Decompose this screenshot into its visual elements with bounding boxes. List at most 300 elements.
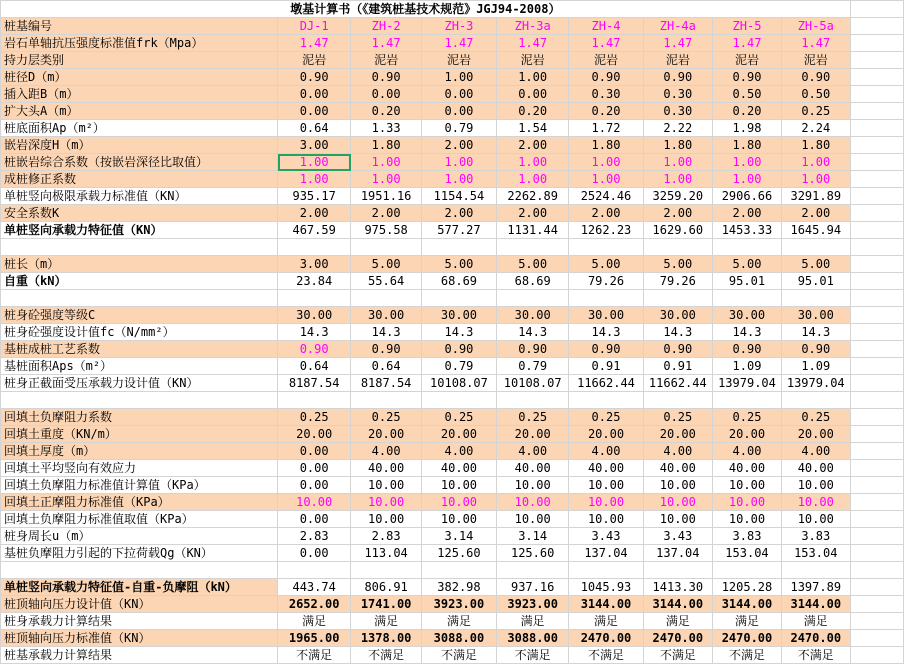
value-cell[interactable]: 1205.28: [713, 579, 782, 596]
value-cell[interactable]: 40.00: [422, 460, 497, 477]
value-cell[interactable]: 1.72: [569, 120, 643, 137]
value-cell[interactable]: 3088.00: [496, 630, 569, 647]
value-cell[interactable]: 不满足: [781, 647, 850, 664]
value-cell[interactable]: 153.04: [713, 545, 782, 562]
value-cell[interactable]: 满足: [351, 613, 422, 630]
value-cell[interactable]: 137.04: [643, 545, 713, 562]
value-cell[interactable]: 40.00: [351, 460, 422, 477]
value-cell[interactable]: 5.00: [781, 256, 850, 273]
row-label[interactable]: 插入距B（m）: [1, 86, 278, 103]
value-cell[interactable]: 10.00: [422, 477, 497, 494]
value-cell[interactable]: 935.17: [278, 188, 351, 205]
value-cell[interactable]: 0.00: [278, 460, 351, 477]
value-cell[interactable]: 10.00: [422, 511, 497, 528]
value-cell[interactable]: 137.04: [569, 545, 643, 562]
empty-cell[interactable]: [850, 545, 903, 562]
value-cell[interactable]: 不满足: [422, 647, 497, 664]
value-cell[interactable]: 满足: [278, 613, 351, 630]
selected-cell[interactable]: 1.00: [278, 154, 351, 171]
value-cell[interactable]: 泥岩: [569, 52, 643, 69]
value-cell[interactable]: 泥岩: [713, 52, 782, 69]
empty-cell[interactable]: [1, 290, 278, 307]
value-cell[interactable]: 0.00: [278, 103, 351, 120]
row-label[interactable]: 嵌岩深度H（m）: [1, 137, 278, 154]
empty-cell[interactable]: [781, 239, 850, 256]
empty-cell[interactable]: [496, 290, 569, 307]
value-cell[interactable]: 10108.07: [422, 375, 497, 392]
value-cell[interactable]: 10.00: [713, 494, 782, 511]
value-cell[interactable]: 10.00: [569, 477, 643, 494]
value-cell[interactable]: 4.00: [569, 443, 643, 460]
value-cell[interactable]: 125.60: [422, 545, 497, 562]
value-cell[interactable]: 1045.93: [569, 579, 643, 596]
row-label[interactable]: 桩底面积Ap（m²）: [1, 120, 278, 137]
value-cell[interactable]: 8187.54: [278, 375, 351, 392]
value-cell[interactable]: 2.00: [781, 205, 850, 222]
value-cell[interactable]: 泥岩: [351, 52, 422, 69]
value-cell[interactable]: 2906.66: [713, 188, 782, 205]
value-cell[interactable]: 0.50: [713, 86, 782, 103]
empty-cell[interactable]: [850, 528, 903, 545]
value-cell[interactable]: 30.00: [569, 307, 643, 324]
value-cell[interactable]: 10.00: [569, 494, 643, 511]
value-cell[interactable]: 2.22: [643, 120, 713, 137]
value-cell[interactable]: 2470.00: [643, 630, 713, 647]
value-cell[interactable]: 20.00: [569, 426, 643, 443]
empty-cell[interactable]: [850, 239, 903, 256]
value-cell[interactable]: 5.00: [351, 256, 422, 273]
value-cell[interactable]: 40.00: [781, 460, 850, 477]
value-cell[interactable]: 30.00: [496, 307, 569, 324]
value-cell[interactable]: 1131.44: [496, 222, 569, 239]
value-cell[interactable]: 1154.54: [422, 188, 497, 205]
value-cell[interactable]: 3.14: [422, 528, 497, 545]
value-cell[interactable]: 2470.00: [569, 630, 643, 647]
value-cell[interactable]: 1.00: [781, 171, 850, 188]
empty-cell[interactable]: [496, 239, 569, 256]
value-cell[interactable]: 3923.00: [496, 596, 569, 613]
header-col[interactable]: ZH-4: [569, 18, 643, 35]
value-cell[interactable]: 0.90: [278, 69, 351, 86]
value-cell[interactable]: 0.50: [781, 86, 850, 103]
empty-cell[interactable]: [422, 392, 497, 409]
empty-cell[interactable]: [850, 460, 903, 477]
value-cell[interactable]: 10.00: [643, 494, 713, 511]
value-cell[interactable]: 1397.89: [781, 579, 850, 596]
value-cell[interactable]: 10.00: [781, 477, 850, 494]
value-cell[interactable]: 不满足: [643, 647, 713, 664]
value-cell[interactable]: 0.64: [278, 358, 351, 375]
value-cell[interactable]: 14.3: [422, 324, 497, 341]
value-cell[interactable]: 153.04: [781, 545, 850, 562]
row-label[interactable]: 回填土负摩阻力标准值取值（KPa）: [1, 511, 278, 528]
value-cell[interactable]: 不满足: [569, 647, 643, 664]
row-label[interactable]: 桩身正截面受压承载力设计值（KN）: [1, 375, 278, 392]
value-cell[interactable]: 1.00: [351, 154, 422, 171]
value-cell[interactable]: 0.25: [781, 103, 850, 120]
empty-cell[interactable]: [850, 307, 903, 324]
empty-cell[interactable]: [850, 630, 903, 647]
value-cell[interactable]: 79.26: [643, 273, 713, 290]
empty-cell[interactable]: [850, 562, 903, 579]
value-cell[interactable]: 14.3: [351, 324, 422, 341]
value-cell[interactable]: 11662.44: [569, 375, 643, 392]
value-cell[interactable]: 11662.44: [643, 375, 713, 392]
empty-cell[interactable]: [713, 392, 782, 409]
empty-cell[interactable]: [1, 239, 278, 256]
value-cell[interactable]: 1.80: [643, 137, 713, 154]
value-cell[interactable]: 30.00: [351, 307, 422, 324]
value-cell[interactable]: 1.54: [496, 120, 569, 137]
row-label[interactable]: 桩嵌岩综合系数（按嵌岩深径比取值）: [1, 154, 278, 171]
value-cell[interactable]: 3.83: [781, 528, 850, 545]
value-cell[interactable]: 3.43: [569, 528, 643, 545]
value-cell[interactable]: 5.00: [713, 256, 782, 273]
empty-cell[interactable]: [351, 392, 422, 409]
value-cell[interactable]: 10.00: [422, 494, 497, 511]
value-cell[interactable]: 10.00: [713, 511, 782, 528]
value-cell[interactable]: 2.00: [351, 205, 422, 222]
empty-cell[interactable]: [496, 562, 569, 579]
value-cell[interactable]: 30.00: [781, 307, 850, 324]
value-cell[interactable]: 40.00: [496, 460, 569, 477]
empty-cell[interactable]: [351, 290, 422, 307]
empty-cell[interactable]: [850, 273, 903, 290]
value-cell[interactable]: 2470.00: [781, 630, 850, 647]
row-label[interactable]: 桩身砼强度等级C: [1, 307, 278, 324]
value-cell[interactable]: 0.79: [422, 358, 497, 375]
value-cell[interactable]: 1741.00: [351, 596, 422, 613]
empty-cell[interactable]: [850, 18, 903, 35]
value-cell[interactable]: 10.00: [278, 494, 351, 511]
row-label[interactable]: 岩石单轴抗压强度标准值frk（Mpa）: [1, 35, 278, 52]
value-cell[interactable]: 10108.07: [496, 375, 569, 392]
value-cell[interactable]: 2.00: [643, 205, 713, 222]
value-cell[interactable]: 3144.00: [713, 596, 782, 613]
empty-cell[interactable]: [569, 239, 643, 256]
value-cell[interactable]: 10.00: [781, 511, 850, 528]
value-cell[interactable]: 0.90: [781, 341, 850, 358]
empty-cell[interactable]: [850, 392, 903, 409]
empty-cell[interactable]: [850, 494, 903, 511]
value-cell[interactable]: 0.00: [278, 511, 351, 528]
value-cell[interactable]: 0.90: [569, 69, 643, 86]
value-cell[interactable]: 10.00: [496, 477, 569, 494]
empty-cell[interactable]: [496, 392, 569, 409]
value-cell[interactable]: 10.00: [781, 494, 850, 511]
value-cell[interactable]: 1.33: [351, 120, 422, 137]
value-cell[interactable]: 3923.00: [422, 596, 497, 613]
value-cell[interactable]: 0.20: [713, 103, 782, 120]
row-label[interactable]: 桩径D（m）: [1, 69, 278, 86]
header-col[interactable]: ZH-3: [422, 18, 497, 35]
row-label[interactable]: 回填土平均竖向有效应力: [1, 460, 278, 477]
row-label[interactable]: 桩顶轴向压力标准值（KN）: [1, 630, 278, 647]
value-cell[interactable]: 4.00: [643, 443, 713, 460]
row-label[interactable]: 桩身周长u（m）: [1, 528, 278, 545]
empty-cell[interactable]: [278, 562, 351, 579]
value-cell[interactable]: 1.47: [351, 35, 422, 52]
empty-cell[interactable]: [850, 171, 903, 188]
value-cell[interactable]: 0.90: [351, 69, 422, 86]
value-cell[interactable]: 4.00: [496, 443, 569, 460]
value-cell[interactable]: 3144.00: [781, 596, 850, 613]
value-cell[interactable]: 10.00: [569, 511, 643, 528]
value-cell[interactable]: 0.91: [569, 358, 643, 375]
empty-cell[interactable]: [278, 239, 351, 256]
row-label[interactable]: 桩长（m）: [1, 256, 278, 273]
value-cell[interactable]: 8187.54: [351, 375, 422, 392]
value-cell[interactable]: 1.00: [569, 171, 643, 188]
value-cell[interactable]: 满足: [569, 613, 643, 630]
value-cell[interactable]: 泥岩: [781, 52, 850, 69]
value-cell[interactable]: 0.25: [278, 409, 351, 426]
value-cell[interactable]: 382.98: [422, 579, 497, 596]
value-cell[interactable]: 2.00: [422, 137, 497, 154]
value-cell[interactable]: 5.00: [496, 256, 569, 273]
empty-cell[interactable]: [278, 290, 351, 307]
value-cell[interactable]: 1951.16: [351, 188, 422, 205]
header-col[interactable]: ZH-5: [713, 18, 782, 35]
value-cell[interactable]: 0.90: [713, 341, 782, 358]
value-cell[interactable]: 14.3: [278, 324, 351, 341]
value-cell[interactable]: 满足: [643, 613, 713, 630]
header-col[interactable]: ZH-2: [351, 18, 422, 35]
value-cell[interactable]: 40.00: [713, 460, 782, 477]
row-label[interactable]: 扩大头A（m）: [1, 103, 278, 120]
value-cell[interactable]: 0.00: [278, 86, 351, 103]
value-cell[interactable]: 2652.00: [278, 596, 351, 613]
value-cell[interactable]: 1.80: [351, 137, 422, 154]
empty-cell[interactable]: [850, 647, 903, 664]
value-cell[interactable]: 0.25: [713, 409, 782, 426]
value-cell[interactable]: 30.00: [713, 307, 782, 324]
value-cell[interactable]: 4.00: [422, 443, 497, 460]
value-cell[interactable]: 0.00: [278, 477, 351, 494]
value-cell[interactable]: 0.90: [351, 341, 422, 358]
value-cell[interactable]: 1.47: [569, 35, 643, 52]
empty-cell[interactable]: [850, 256, 903, 273]
value-cell[interactable]: 2.00: [422, 205, 497, 222]
header-col[interactable]: ZH-5a: [781, 18, 850, 35]
value-cell[interactable]: 1.09: [713, 358, 782, 375]
empty-cell[interactable]: [850, 86, 903, 103]
value-cell[interactable]: 23.84: [278, 273, 351, 290]
empty-cell[interactable]: [850, 69, 903, 86]
empty-cell[interactable]: [850, 52, 903, 69]
row-label[interactable]: 持力层类别: [1, 52, 278, 69]
value-cell[interactable]: 3.00: [278, 137, 351, 154]
value-cell[interactable]: 0.00: [496, 86, 569, 103]
empty-cell[interactable]: [850, 511, 903, 528]
value-cell[interactable]: 5.00: [422, 256, 497, 273]
value-cell[interactable]: 1.00: [643, 154, 713, 171]
value-cell[interactable]: 55.64: [351, 273, 422, 290]
empty-cell[interactable]: [850, 426, 903, 443]
value-cell[interactable]: 0.00: [422, 86, 497, 103]
empty-cell[interactable]: [643, 290, 713, 307]
empty-cell[interactable]: [781, 290, 850, 307]
row-label[interactable]: 桩身砼强度设计值fc（N/mm²）: [1, 324, 278, 341]
value-cell[interactable]: 10.00: [496, 511, 569, 528]
value-cell[interactable]: 0.25: [643, 409, 713, 426]
value-cell[interactable]: 68.69: [496, 273, 569, 290]
value-cell[interactable]: 0.25: [569, 409, 643, 426]
value-cell[interactable]: 4.00: [713, 443, 782, 460]
row-label[interactable]: 回填土重度（KN/m）: [1, 426, 278, 443]
value-cell[interactable]: 0.20: [351, 103, 422, 120]
value-cell[interactable]: 14.3: [713, 324, 782, 341]
empty-cell[interactable]: [643, 392, 713, 409]
value-cell[interactable]: 68.69: [422, 273, 497, 290]
empty-cell[interactable]: [422, 239, 497, 256]
empty-cell[interactable]: [643, 239, 713, 256]
value-cell[interactable]: 13979.04: [713, 375, 782, 392]
value-cell[interactable]: 95.01: [781, 273, 850, 290]
value-cell[interactable]: 4.00: [781, 443, 850, 460]
value-cell[interactable]: 20.00: [643, 426, 713, 443]
value-cell[interactable]: 1453.33: [713, 222, 782, 239]
empty-cell[interactable]: [569, 290, 643, 307]
empty-cell[interactable]: [850, 120, 903, 137]
value-cell[interactable]: 113.04: [351, 545, 422, 562]
value-cell[interactable]: 2.00: [278, 205, 351, 222]
value-cell[interactable]: 0.30: [569, 86, 643, 103]
value-cell[interactable]: 泥岩: [496, 52, 569, 69]
value-cell[interactable]: 14.3: [496, 324, 569, 341]
value-cell[interactable]: 满足: [713, 613, 782, 630]
empty-cell[interactable]: [781, 562, 850, 579]
value-cell[interactable]: 443.74: [278, 579, 351, 596]
value-cell[interactable]: 5.00: [569, 256, 643, 273]
row-label[interactable]: 桩基承载力计算结果: [1, 647, 278, 664]
value-cell[interactable]: 1965.00: [278, 630, 351, 647]
empty-cell[interactable]: [850, 375, 903, 392]
value-cell[interactable]: 1.47: [713, 35, 782, 52]
empty-cell[interactable]: [278, 392, 351, 409]
empty-cell[interactable]: [850, 205, 903, 222]
empty-cell[interactable]: [1, 392, 278, 409]
value-cell[interactable]: 0.90: [422, 341, 497, 358]
value-cell[interactable]: 3144.00: [569, 596, 643, 613]
value-cell[interactable]: 20.00: [713, 426, 782, 443]
value-cell[interactable]: 0.64: [351, 358, 422, 375]
value-cell[interactable]: 40.00: [569, 460, 643, 477]
empty-cell[interactable]: [850, 596, 903, 613]
value-cell[interactable]: 3.00: [278, 256, 351, 273]
value-cell[interactable]: 2.00: [496, 205, 569, 222]
empty-cell[interactable]: [422, 562, 497, 579]
value-cell[interactable]: 0.30: [643, 86, 713, 103]
value-cell[interactable]: 0.79: [496, 358, 569, 375]
value-cell[interactable]: 14.3: [569, 324, 643, 341]
row-label[interactable]: 成桩修正系数: [1, 171, 278, 188]
empty-cell[interactable]: [850, 290, 903, 307]
value-cell[interactable]: 2.83: [278, 528, 351, 545]
value-cell[interactable]: 0.90: [643, 69, 713, 86]
value-cell[interactable]: 30.00: [422, 307, 497, 324]
value-cell[interactable]: 40.00: [643, 460, 713, 477]
value-cell[interactable]: 3088.00: [422, 630, 497, 647]
value-cell[interactable]: 0.90: [643, 341, 713, 358]
value-cell[interactable]: 1.00: [781, 154, 850, 171]
row-label[interactable]: 回填土负摩阻力标准值计算值（KPa）: [1, 477, 278, 494]
empty-cell[interactable]: [1, 562, 278, 579]
value-cell[interactable]: 10.00: [643, 477, 713, 494]
value-cell[interactable]: 1.47: [496, 35, 569, 52]
value-cell[interactable]: 1.00: [496, 171, 569, 188]
value-cell[interactable]: 0.79: [422, 120, 497, 137]
value-cell[interactable]: 0.90: [496, 341, 569, 358]
value-cell[interactable]: 满足: [781, 613, 850, 630]
empty-cell[interactable]: [850, 188, 903, 205]
value-cell[interactable]: 1.47: [422, 35, 497, 52]
empty-cell[interactable]: [422, 290, 497, 307]
empty-cell[interactable]: [569, 392, 643, 409]
empty-cell[interactable]: [713, 290, 782, 307]
value-cell[interactable]: 3.83: [713, 528, 782, 545]
value-cell[interactable]: 1.00: [278, 171, 351, 188]
value-cell[interactable]: 泥岩: [643, 52, 713, 69]
value-cell[interactable]: 3291.89: [781, 188, 850, 205]
value-cell[interactable]: 1.00: [496, 154, 569, 171]
empty-cell[interactable]: [850, 35, 903, 52]
value-cell[interactable]: 1.98: [713, 120, 782, 137]
row-label[interactable]: 回填土负摩阻力系数: [1, 409, 278, 426]
row-label[interactable]: 回填土正摩阻力标准值（KPa）: [1, 494, 278, 511]
header-label[interactable]: 桩基编号: [1, 18, 278, 35]
value-cell[interactable]: 3.14: [496, 528, 569, 545]
value-cell[interactable]: 不满足: [278, 647, 351, 664]
value-cell[interactable]: 2524.46: [569, 188, 643, 205]
value-cell[interactable]: 不满足: [713, 647, 782, 664]
value-cell[interactable]: 不满足: [351, 647, 422, 664]
row-label[interactable]: 基桩成桩工艺系数: [1, 341, 278, 358]
value-cell[interactable]: 79.26: [569, 273, 643, 290]
value-cell[interactable]: 0.25: [351, 409, 422, 426]
row-label[interactable]: 回填土厚度（m）: [1, 443, 278, 460]
value-cell[interactable]: 1629.60: [643, 222, 713, 239]
value-cell[interactable]: 30.00: [643, 307, 713, 324]
value-cell[interactable]: 467.59: [278, 222, 351, 239]
empty-cell[interactable]: [850, 137, 903, 154]
header-col[interactable]: DJ-1: [278, 18, 351, 35]
value-cell[interactable]: 10.00: [713, 477, 782, 494]
value-cell[interactable]: 1.00: [713, 171, 782, 188]
header-col[interactable]: ZH-3a: [496, 18, 569, 35]
empty-cell[interactable]: [850, 358, 903, 375]
value-cell[interactable]: 1.00: [643, 171, 713, 188]
value-cell[interactable]: 1.80: [569, 137, 643, 154]
value-cell[interactable]: 满足: [422, 613, 497, 630]
value-cell[interactable]: 1645.94: [781, 222, 850, 239]
value-cell[interactable]: 1.47: [278, 35, 351, 52]
value-cell[interactable]: 10.00: [496, 494, 569, 511]
value-cell[interactable]: 806.91: [351, 579, 422, 596]
value-cell[interactable]: 1.47: [781, 35, 850, 52]
value-cell[interactable]: 95.01: [713, 273, 782, 290]
value-cell[interactable]: 14.3: [781, 324, 850, 341]
value-cell[interactable]: 20.00: [496, 426, 569, 443]
row-label[interactable]: 单桩竖向承载力特征值（KN）: [1, 222, 278, 239]
value-cell[interactable]: 1.00: [422, 154, 497, 171]
value-cell[interactable]: 泥岩: [422, 52, 497, 69]
value-cell[interactable]: 13979.04: [781, 375, 850, 392]
empty-cell[interactable]: [569, 562, 643, 579]
value-cell[interactable]: 1.47: [643, 35, 713, 52]
value-cell[interactable]: 3259.20: [643, 188, 713, 205]
row-label[interactable]: 桩顶轴向压力设计值（KN）: [1, 596, 278, 613]
